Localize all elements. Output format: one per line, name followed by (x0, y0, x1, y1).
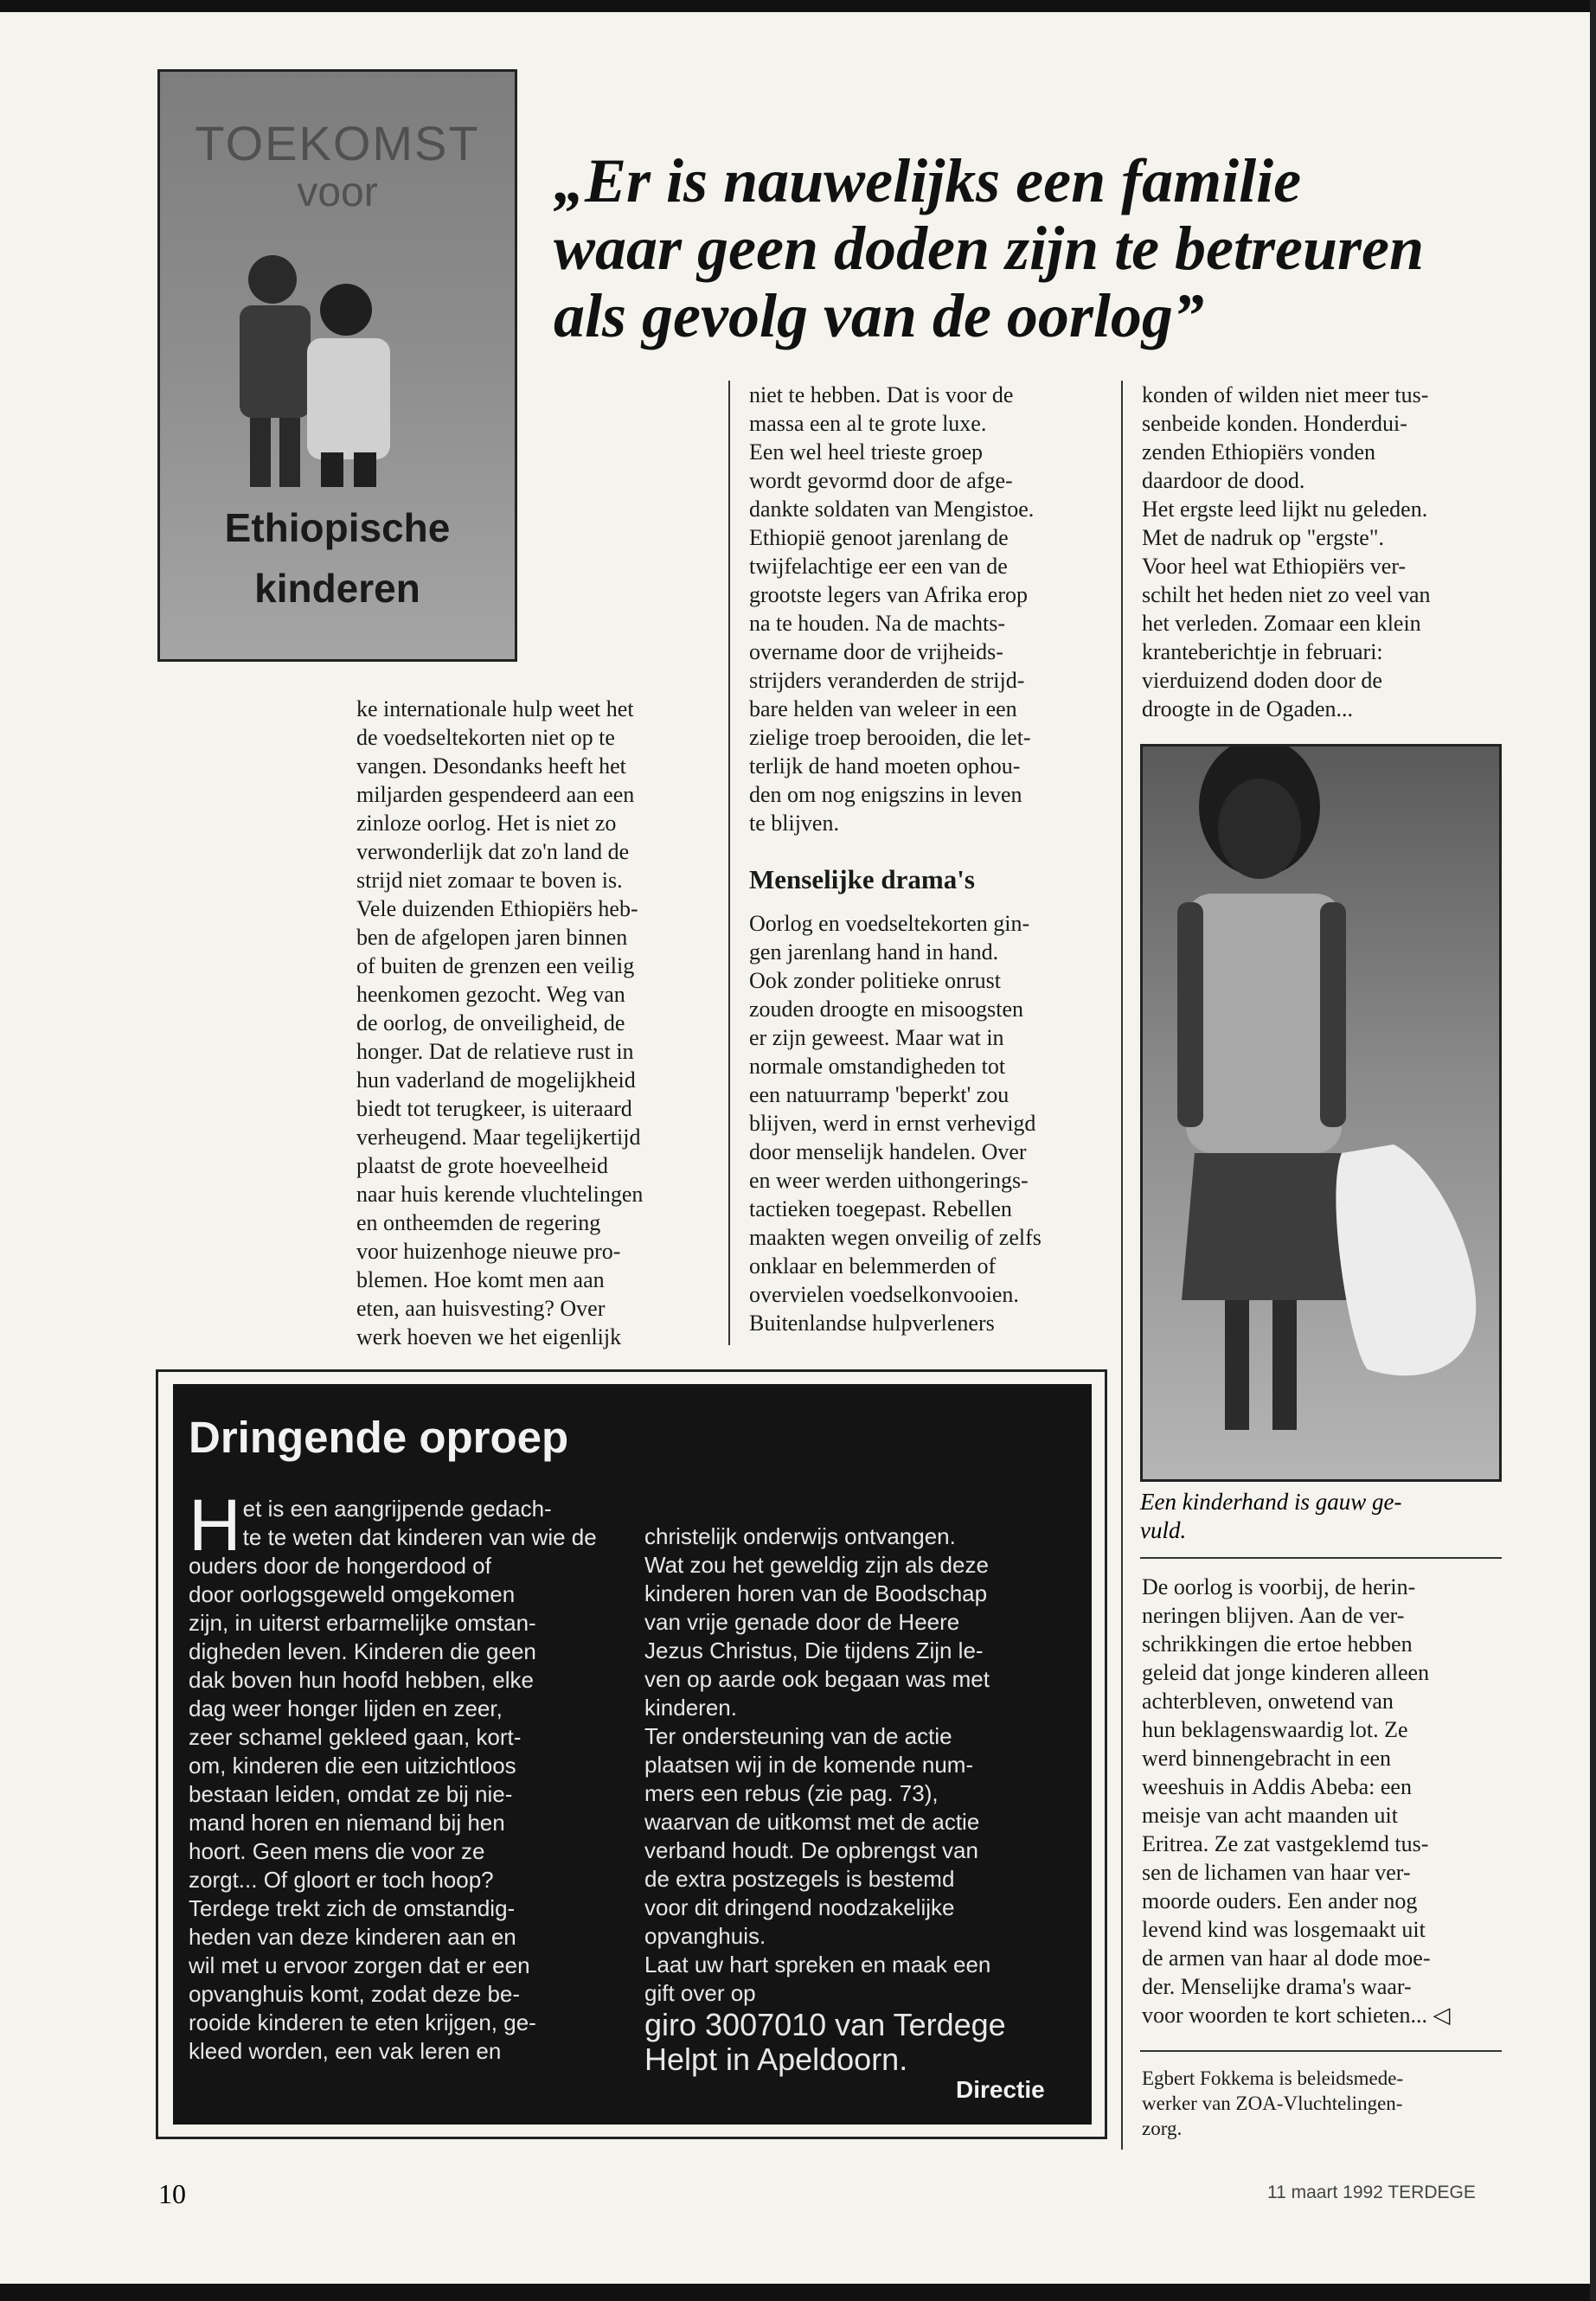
article-line: gen jarenlang hand in hand. (749, 939, 999, 965)
article-line: wordt gevormd door de afge- (749, 468, 1013, 493)
appeal-signature: Directie (956, 2076, 1045, 2103)
article-line: dankte soldaten van Mengistoe. (749, 497, 1035, 522)
article-line: Buitenlandse hulpverleners (749, 1311, 995, 1336)
headline-line: waar geen doden zijn te betreuren (554, 214, 1425, 283)
article-line: der. Menselijke drama's waar- (1142, 1974, 1412, 1999)
appeal-line: kleed worden, een vak leren en (189, 2038, 502, 2064)
scan-edge-top (0, 0, 1596, 12)
article-line: Vele duizenden Ethiopiërs heb- (356, 896, 638, 921)
article-line: Ethiopië genoot jarenlang de (749, 525, 1009, 550)
article-line: zinloze oorlog. Het is niet zo (356, 811, 617, 836)
article-line: overname door de vrijheids- (749, 639, 1003, 664)
author-line: werker van ZOA-Vluchtelingen- (1142, 2093, 1403, 2114)
article-line: den om nog enigszins in leven (749, 782, 1022, 807)
article-line: levend kind was losgemaakt uit (1142, 1917, 1426, 1942)
author-line: zorg. (1142, 2118, 1183, 2139)
article-line: en ontheemden de regering (356, 1210, 601, 1235)
article-line: verheugend. Maar tegelijkertijd (356, 1125, 641, 1150)
article-headline (554, 147, 1436, 349)
article-line: ke internationale hulp weet het (356, 696, 634, 721)
appeal-line: Ter ondersteuning van de actie (644, 1723, 952, 1749)
girl-photo (1140, 744, 1502, 1482)
scan-edge-right (1590, 0, 1596, 2301)
article-line: verwonderlijk dat zo'n land de (356, 839, 630, 864)
appeal-line: gift over op (644, 1980, 756, 2006)
appeal-line: zeer schamel gekleed gaan, kort- (189, 1724, 522, 1750)
children-silhouette-image (195, 176, 489, 487)
appeal-column-2-body (644, 1522, 1077, 2008)
article-line: Een wel heel trieste groep (749, 439, 983, 465)
page-number: 10 (158, 2178, 186, 2209)
article-line: normale omstandigheden tot (749, 1054, 1006, 1079)
article-line: Eritrea. Ze zat vastgeklemd tus- (1142, 1831, 1429, 1856)
article-column-2 (749, 381, 1042, 1337)
article-line: blemen. Hoe komt men aan (356, 1267, 605, 1292)
article-line: voor woorden te kort schieten... ◁ (1142, 2003, 1451, 2028)
appeal-line: digheden leven. Kinderen die geen (189, 1638, 536, 1664)
giro-line: Helpt in Apeldoorn. (644, 2041, 908, 2077)
appeal-column-2 (644, 1522, 1077, 2077)
column-divider (1121, 381, 1123, 2150)
article-column-3-top (1142, 381, 1431, 723)
author-line: Egbert Fokkema is beleidsmede- (1142, 2067, 1404, 2089)
appeal-column-1-body (189, 1552, 621, 2066)
article-line: of buiten de grenzen een veilig (356, 953, 635, 978)
article-line: heenkomen gezocht. Weg van (356, 982, 625, 1007)
article-line: massa een al te grote luxe. (749, 411, 987, 436)
appeal-line: mers een rebus (zie pag. 73), (644, 1780, 939, 1806)
article-line: ben de afgelopen jaren binnen (356, 925, 628, 950)
article-line: achterbleven, onwetend van (1142, 1689, 1394, 1714)
article-line: biedt tot terugkeer, is uiteraard (356, 1096, 632, 1121)
article-line: onklaar en belemmerden of (749, 1253, 997, 1279)
article-line: moorde ouders. Een ander nog (1142, 1888, 1418, 1913)
article-line: overvielen voedselkonvooien. (749, 1282, 1019, 1307)
appeal-line: mand horen en niemand bij hen (189, 1810, 505, 1836)
article-line: zouden droogte en misoogsten (749, 997, 1023, 1022)
appeal-dropcap: H (189, 1484, 241, 1566)
article-line: strijders veranderden de strijd- (749, 668, 1025, 693)
article-line: en weer werden uithongerings- (749, 1168, 1029, 1193)
appeal-line: wil met u ervoor zorgen dat er een (189, 1952, 530, 1978)
article-line: De oorlog is voorbij, de herin- (1142, 1574, 1416, 1599)
article-line: eten, aan huisvesting? Over (356, 1296, 606, 1321)
article-line: schrikkingen die ertoe hebben (1142, 1631, 1413, 1657)
caption-line: vuld. (1140, 1517, 1187, 1543)
article-line: honger. Dat de relatieve rust in (356, 1039, 634, 1064)
appeal-line: opvanghuis komt, zodat deze be- (189, 1981, 521, 2007)
article-line: miljarden gespendeerd aan een (356, 782, 635, 807)
appeal-line: hoort. Geen mens die voor ze (189, 1838, 485, 1864)
appeal-line: van vrije genade door de Heere (644, 1609, 960, 1635)
appeal-line: zijn, in uiterst erbarmelijke omstan- (189, 1610, 536, 1636)
appeal-title: Dringende oproep (189, 1413, 569, 1462)
article-line: zenden Ethiopiërs vonden (1142, 439, 1376, 465)
column-2-bottom (749, 909, 1042, 1337)
article-line: een natuurramp 'beperkt' zou (749, 1082, 1010, 1107)
cover-ethiopische: Ethiopische (224, 505, 451, 550)
article-line: Oorlog en voedseltekorten gin- (749, 911, 1030, 936)
appeal-line: zorgt... Of gloort er toch hoop? (189, 1867, 494, 1893)
column-divider (728, 381, 730, 1345)
appeal-line: et is een aangrijpende gedach- (242, 1496, 552, 1522)
cover-image (157, 69, 517, 662)
article-line: maakten wegen onveilig of zelfs (749, 1225, 1042, 1250)
article-line: senbeide konden. Honderdui- (1142, 411, 1407, 436)
appeal-column-1 (189, 1484, 621, 2066)
article-line: terlijk de hand moeten ophou- (749, 753, 1021, 779)
article-line: te blijven. (749, 811, 839, 836)
appeal-line: plaatsen wij in de komende num- (644, 1752, 974, 1778)
article-line: blijven, werd in ernst verhevigd (749, 1111, 1036, 1136)
article-line: werk hoeven we het eigenlijk (356, 1324, 622, 1349)
article-line: na te houden. Na de machts- (749, 611, 1006, 636)
appeal-line: Jezus Christus, Die tijdens Zijn le- (644, 1638, 984, 1663)
appeal-line: om, kinderen die een uitzichtloos (189, 1753, 516, 1779)
article-line: sen de lichamen van haar ver- (1142, 1860, 1411, 1885)
article-line: daardoor de dood. (1142, 468, 1305, 493)
appeal-line: Wat zou het geweldig zijn als deze (644, 1552, 989, 1578)
article-line: tactieken toegepast. Rebellen (749, 1196, 1012, 1221)
article-line: schilt het heden niet zo veel van (1142, 582, 1431, 607)
article-line: grootste legers van Afrika erop (749, 582, 1029, 607)
issue-label: 11 maart 1992 TERDEGE (1267, 2182, 1476, 2202)
appeal-line: de extra postzegels is bestemd (644, 1866, 955, 1892)
cover-title-line2: voor (297, 170, 378, 215)
article-line: zielige troep berooiden, die let- (749, 725, 1031, 750)
article-line: door menselijk handelen. Over (749, 1139, 1027, 1164)
cover-kinderen: kinderen (254, 566, 420, 611)
article-line: de oorlog, de onveiligheid, de (356, 1010, 625, 1035)
subheading: Menselijke drama's (749, 864, 975, 894)
appeal-line: door oorlogsgeweld omgekomen (189, 1581, 516, 1607)
girl-with-bag-image (1143, 747, 1499, 1479)
appeal-line: heden van deze kinderen aan en (189, 1924, 516, 1950)
appeal-line: rooide kinderen te eten krijgen, ge- (189, 2009, 536, 2035)
article-line: naar huis kerende vluchtelingen (356, 1182, 644, 1207)
article-line: het verleden. Zomaar een klein (1142, 611, 1421, 636)
article-line: kranteberichtje in februari: (1142, 639, 1383, 664)
article-line: geleid dat jonge kinderen alleen (1142, 1660, 1430, 1685)
article-line: hun beklagenswaardig lot. Ze (1142, 1717, 1408, 1742)
column-2-top (749, 381, 1042, 837)
article-line: voor huizenhoge nieuwe pro- (356, 1239, 621, 1264)
article-line: de armen van haar al dode moe- (1142, 1945, 1431, 1971)
article-line: werd binnengebracht in een (1142, 1746, 1392, 1771)
appeal-line: waarvan de uitkomst met de actie (644, 1809, 980, 1835)
author-note (1142, 2066, 1403, 2141)
article-line: Met de nadruk op "ergste". (1142, 525, 1384, 550)
appeal-line: Laat uw hart spreken en maak een (644, 1952, 991, 1977)
article-line: bare helden van weleer in een (749, 696, 1017, 721)
article-line: Het ergste leed lijkt nu geleden. (1142, 497, 1428, 522)
headline-line: als gevolg van de oorlog” (554, 281, 1204, 350)
appeal-line: ouders door de hongerdood of (189, 1553, 491, 1579)
appeal-box (173, 1384, 1092, 2125)
appeal-line: christelijk onderwijs ontvangen. (644, 1523, 956, 1549)
cover-title-line1: TOEKOMST (195, 116, 480, 170)
headline-line: „Er is nauwelijks een familie (554, 146, 1302, 215)
appeal-line: kinderen horen van de Boodschap (644, 1580, 988, 1606)
article-line: vangen. Desondanks heeft het (356, 753, 626, 779)
article-column-1 (356, 695, 643, 1351)
appeal-line: voor dit dringend noodzakelijke (644, 1894, 955, 1920)
appeal-line: opvanghuis. (644, 1923, 766, 1949)
article-line: niet te hebben. Dat is voor de (749, 382, 1014, 407)
article-column-3-bottom (1142, 1573, 1450, 2029)
article-line: Voor heel wat Ethiopiërs ver- (1142, 554, 1407, 579)
scan-edge-bottom (0, 2284, 1596, 2301)
article-line: hun vaderland de mogelijkheid (356, 1067, 636, 1093)
author-rule (1140, 2050, 1502, 2052)
article-line: Ook zonder politieke onrust (749, 968, 1001, 993)
article-line: meisje van acht maanden uit (1142, 1803, 1399, 1828)
article-line: er zijn geweest. Maar wat in (749, 1025, 1004, 1050)
appeal-line: kinderen. (644, 1695, 737, 1721)
giro-line: giro 3007010 van Terdege (644, 2007, 1006, 2042)
appeal-line: ven op aarde ook begaan was met (644, 1666, 990, 1692)
appeal-line: dag weer honger lijden en zeer, (189, 1695, 503, 1721)
article-line: de voedseltekorten niet op te (356, 725, 615, 750)
appeal-line: verband houdt. De opbrengst van (644, 1837, 978, 1863)
caption-line: Een kinderhand is gauw ge- (1140, 1489, 1402, 1515)
article-line: twijfelachtige eer een van de (749, 554, 1008, 579)
article-line: vierduizend doden door de (1142, 668, 1382, 693)
appeal-line: bestaan leiden, omdat ze bij nie- (189, 1781, 513, 1807)
article-line: droogte in de Ogaden... (1142, 696, 1354, 721)
appeal-line: dak boven hun hoofd hebben, elke (189, 1667, 535, 1693)
photo-caption (1140, 1488, 1503, 1545)
caption-rule (1140, 1557, 1502, 1559)
article-line: strijd niet zomaar te boven is. (356, 868, 623, 893)
article-line: konden of wilden niet meer tus- (1142, 382, 1429, 407)
article-line: weeshuis in Addis Abeba: een (1142, 1774, 1412, 1799)
appeal-line: Terdege trekt zich de omstandig- (189, 1895, 516, 1921)
article-line: plaatst de grote hoeveelheid (356, 1153, 608, 1178)
appeal-line: te te weten dat kinderen van wie de (242, 1524, 597, 1550)
article-line: neringen blijven. Aan de ver- (1142, 1603, 1405, 1628)
